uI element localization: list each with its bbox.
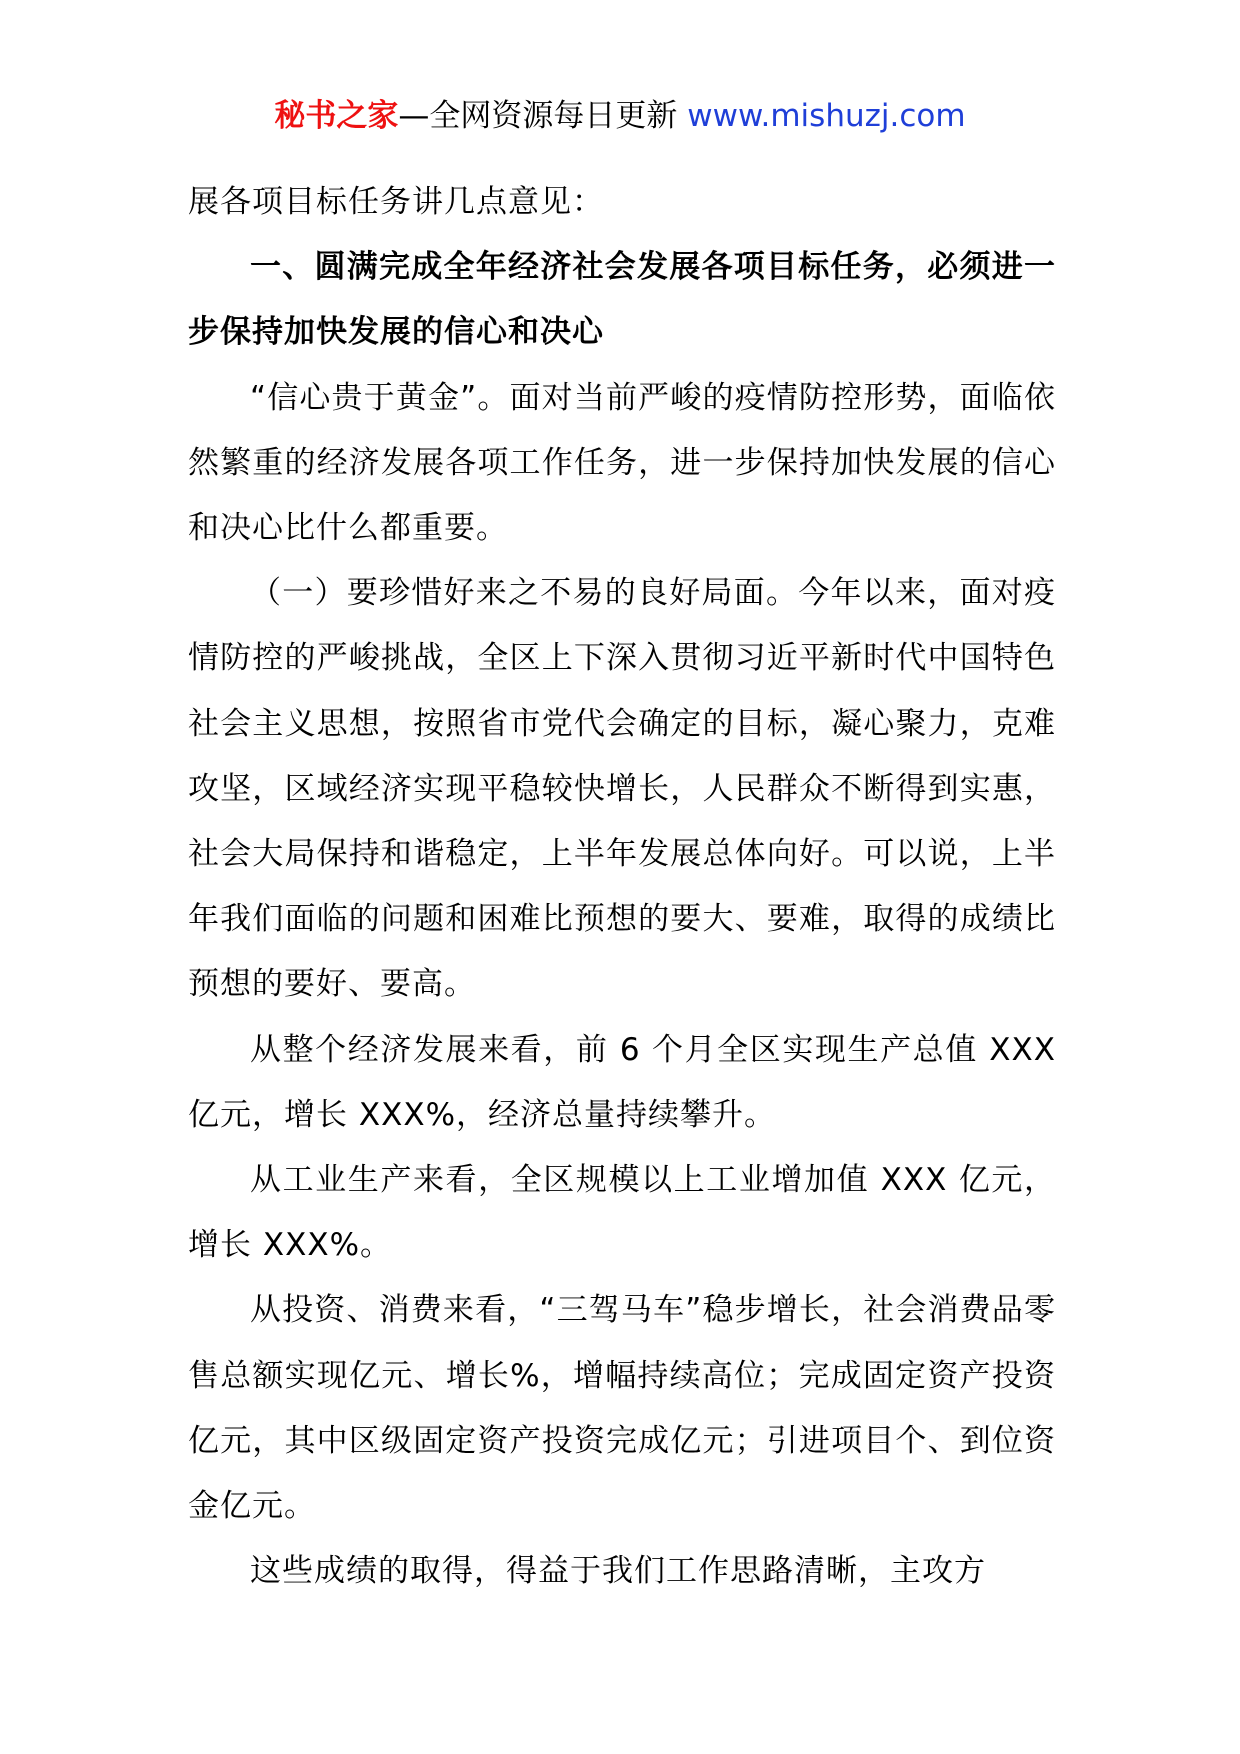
- paragraph: 从投资、消费来看，“三驾马车”稳步增长，社会消费品零售总额实现亿元、增长%，增幅持续高位；完成固定资产投资亿元，其中区级固定资产投资完成亿元；引进项目个、到位资金亿元。: [188, 1292, 1056, 1525]
- site-watermark-header: [0, 96, 1240, 136]
- paragraph: “信心贵于黄金”。面对当前严峻的疫情防控形势，面临依然繁重的经济发展各项工作任务，进一步保持加快发展的信心和决心比什么都重要。: [188, 379, 1056, 547]
- paragraph: （一）要珍惜好来之不易的良好局面。今年以来，面对疫情防控的严峻挑战，全区上下深入贯彻习近平新时代中国特色社会主义思想，按照省市党代会确定的目标，凝心聚力，克难攻坚，区域经济实现平稳较快增长，人民群众不断得到实惠，社会大局保持和谐稳定，上半年发展总体向好。可以说，上半年我们面临的问题和困难比预想的要大、要难，取得的成绩比预想的要好、要高。: [188, 575, 1056, 1003]
- header-url[interactable]: www.mishuzj.com: [687, 98, 966, 134]
- header-slogan: —全网资源每日更新: [398, 98, 678, 134]
- paragraph: 从整个经济发展来看，前 6 个月全区实现生产总值 XXX 亿元，增长 XXX%，经济总量持续攀升。: [188, 1031, 1056, 1133]
- paragraph: 从工业生产来看，全区规模以上工业增加值 XXX 亿元，增长 XXX%。: [188, 1162, 1056, 1264]
- document-body: [188, 170, 1056, 1604]
- paragraph: 这些成绩的取得，得益于我们工作思路清晰，主攻方: [250, 1553, 986, 1590]
- section-heading: 一、圆满完成全年经济社会发展各项目标任务，必须进一步保持加快发展的信心和决心: [188, 249, 1056, 351]
- brand-name: 秘书之家: [274, 98, 399, 134]
- paragraph-continuation: 展各项目标任务讲几点意见：: [188, 184, 604, 220]
